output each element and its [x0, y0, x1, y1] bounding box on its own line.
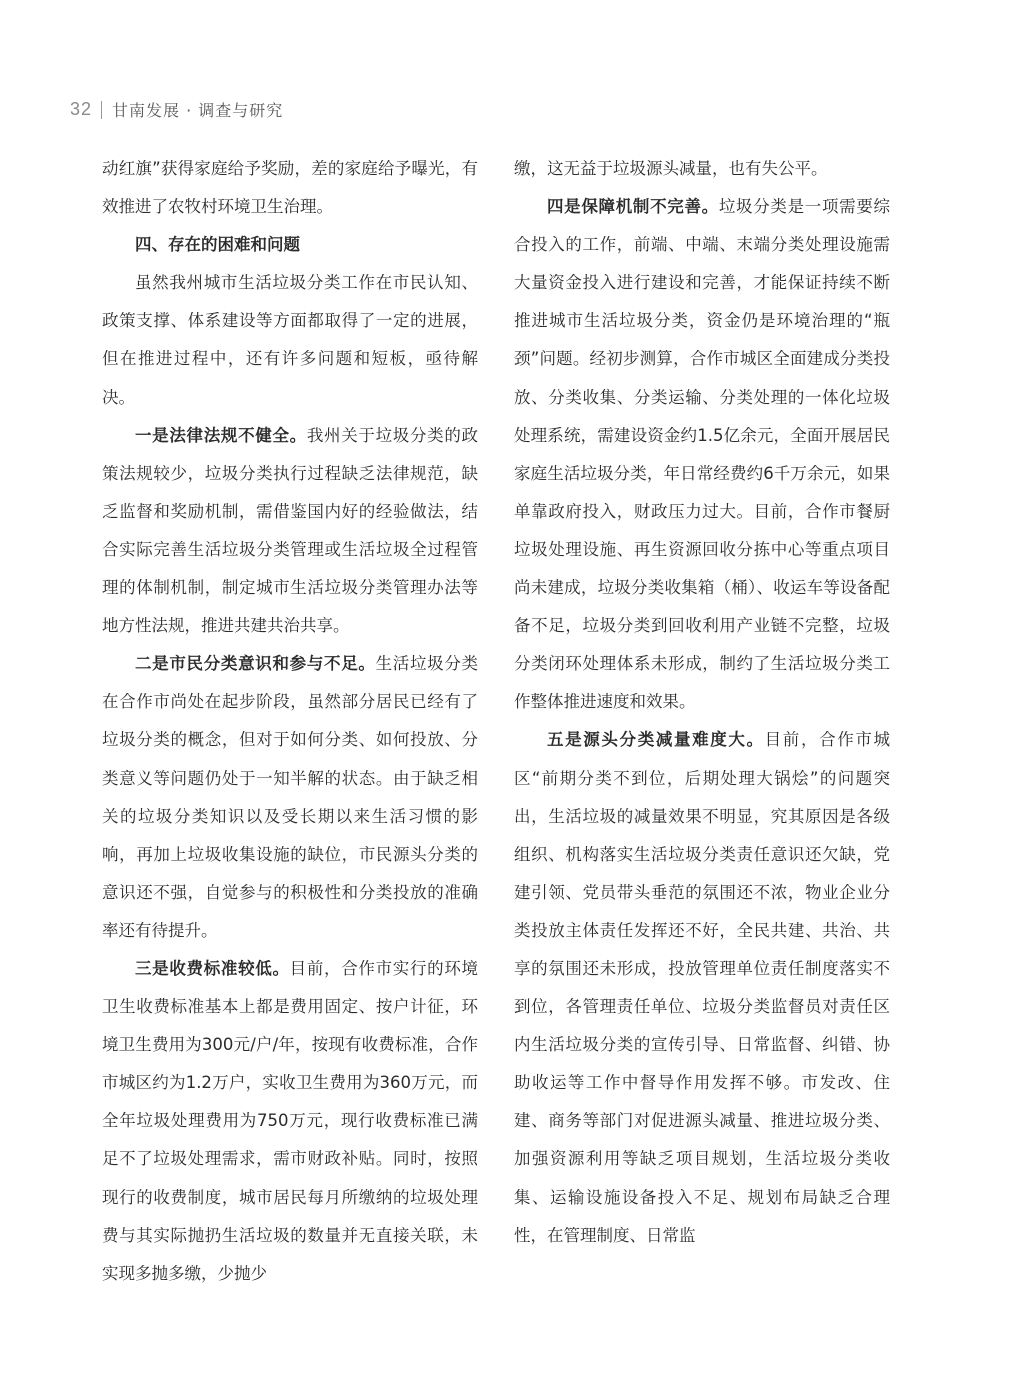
paragraph-body: 目前，合作市实行的环境卫生收费标准基本上都是费用固定、按户计征，环境卫生费用为300元/户/年，按现有收费标准，合作市城区约为1.2万户，实收卫生费用为360万元，而全年垃圾处理费用为750万元，现行收费标准已满足不了垃圾处理需求，需市财政补贴。同时，按照现行的收费制度，城市居民每月所缴纳的垃圾处理费与其实际抛扔生活垃圾的数量并无直接关联，未实现多抛多缴，少抛少	[102, 958, 479, 1283]
journal-title: 甘南发展 · 调查与研究	[112, 101, 284, 120]
paragraph-source-reduction	[514, 721, 890, 1254]
page-number: 32	[70, 99, 93, 119]
paragraph-lead: 二是市民分类意识和参与不足。	[135, 654, 376, 674]
header-divider	[101, 101, 102, 119]
paragraph-public-awareness	[102, 645, 478, 950]
right-column	[514, 150, 890, 1255]
left-column	[102, 150, 478, 1293]
paragraph-lead: 三是收费标准较低。	[135, 958, 290, 978]
paragraph-fee-standard	[102, 950, 478, 1293]
page-header	[70, 98, 283, 121]
paragraph-legal-framework	[102, 417, 478, 646]
paragraph-body: 生活垃圾分类在合作市尚处在起步阶段，虽然部分居民已经有了垃圾分类的概念，但对于如何分类、如何投放、分类意义等问题仍处于一知半解的状态。由于缺乏相关的垃圾分类知识以及受长期以来生活习惯的影响，再加上垃圾收集设施的缺位，市民源头分类的意识还不强，自觉参与的积极性和分类投放的准确率还有待提升。	[102, 654, 479, 940]
paragraph-lead: 五是源头分类减量难度大。	[547, 730, 765, 750]
intro-paragraph: 虽然我州城市生活垃圾分类工作在市民认知、政策支撑、体系建设等方面都取得了一定的进展，但在推进过程中，还有许多问题和短板，亟待解决。	[102, 273, 478, 407]
paragraph-body: 目前，合作市城区“前期分类不到位，后期处理大锅烩”的问题突出，生活垃圾的减量效果不明显，究其原因是各级组织、机构落实生活垃圾分类责任意识还欠缺，党建引领、党员带头垂范的氛围还不浓，物业企业分类投放主体责任发挥还不好，全民共建、共治、共享的氛围还未形成，投放管理单位责任制度落实不到位，各管理责任单位、垃圾分类监督员对责任区内生活垃圾分类的宣传引导、日常监督、纠错、协助收运等工作中督导作用发挥不够。市发改、住建、商务等部门对促进源头减量、推进垃圾分类、加强资源利用等缺乏项目规划，生活垃圾分类收集、运输设施设备投入不足、规划布局缺乏合理性，在管理制度、日常监	[514, 730, 891, 1245]
paragraph-lead: 一是法律法规不健全。	[135, 425, 307, 445]
section-heading: 四、存在的困难和问题	[135, 235, 300, 255]
continued-paragraph: 缴，这无益于垃圾源头减量，也有失公平。	[514, 159, 828, 178]
paragraph-lead: 四是保障机制不完善。	[547, 197, 719, 217]
paragraph-body: 垃圾分类是一项需要综合投入的工作，前端、中端、末端分类处理设施需大量资金投入进行建设和完善，才能保证持续不断推进城市生活垃圾分类，资金仍是环境治理的“瓶颈”问题。经初步测算，合作市城区全面建成分类投放、分类收集、分类运输、分类处理的一体化垃圾处理系统，需建设资金约1.5亿余元，全面开展居民家庭生活垃圾分类，年日常经费约6千万余元，如果单靠政府投入，财政压力过大。目前，合作市餐厨垃圾处理设施、再生资源回收分拣中心等重点项目尚未建成，垃圾分类收集箱（桶）、收运车等设备配备不足，垃圾分类到回收利用产业链不完整，垃圾分类闭环处理体系未形成，制约了生活垃圾分类工作整体推进速度和效果。	[514, 197, 891, 712]
paragraph-support-mechanism	[514, 188, 890, 721]
continued-paragraph: 动红旗”获得家庭给予奖励，差的家庭给予曝光，有效推进了农牧村环境卫生治理。	[102, 159, 478, 217]
paragraph-body: 我州关于垃圾分类的政策法规较少，垃圾分类执行过程缺乏法律规范，缺乏监督和奖励机制，需借鉴国内好的经验做法，结合实际完善生活垃圾分类管理或生活垃圾全过程管理的体制机制，制定城市生活垃圾分类管理办法等地方性法规，推进共建共治共享。	[102, 425, 479, 636]
